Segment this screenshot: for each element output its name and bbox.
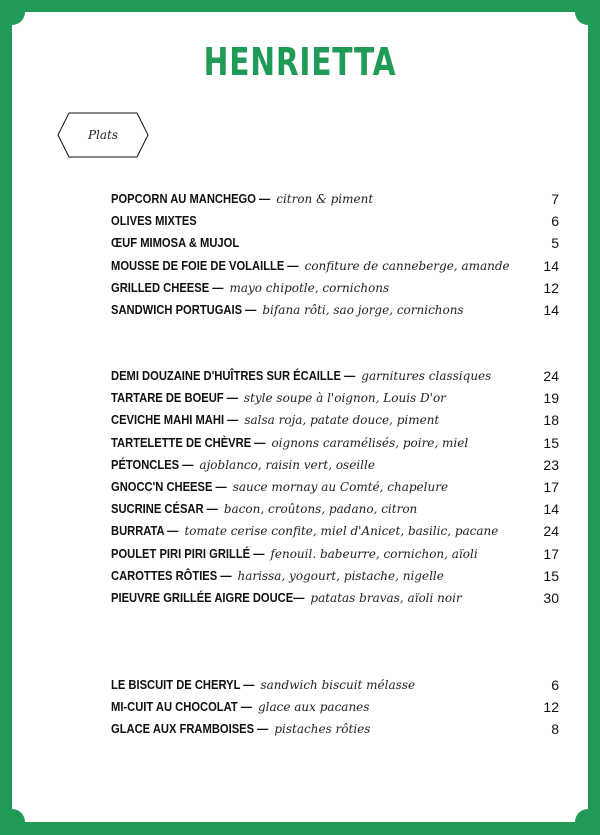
menu-item-name: TARTELETTE DE CHÈVRE — <box>111 434 266 450</box>
menu-item <box>111 232 559 254</box>
corner-decoration <box>0 809 25 835</box>
menu-section-desserts <box>111 674 559 741</box>
menu-item <box>111 718 559 740</box>
menu-item <box>111 188 559 210</box>
menu-item <box>111 674 559 696</box>
menu-item <box>111 432 559 454</box>
menu-item-price: 23 <box>543 456 559 473</box>
menu-item <box>111 476 559 498</box>
menu-item-name: BURRATA — <box>111 523 179 539</box>
menu-item-name: CEVICHE MAHI MAHI — <box>111 412 239 428</box>
menu-item <box>111 498 559 520</box>
menu-item-price: 7 <box>551 191 559 207</box>
menu-item-description: tomate cerise confite, miel d'Anicet, basilic, pacane <box>184 524 499 539</box>
menu-item-price: 12 <box>543 699 559 716</box>
menu-item-name: GLACE AUX FRAMBOISES — <box>111 721 269 737</box>
section-badge-label: Plats <box>87 128 119 142</box>
menu-item-description: citron & piment <box>276 192 374 206</box>
menu-item <box>111 365 559 387</box>
menu-item-name: PÉTONCLES — <box>111 456 194 472</box>
menu-item-price: 19 <box>543 390 559 407</box>
menu-item-name: TARTARE DE BOEUF — <box>111 390 238 406</box>
menu-item-price: 24 <box>543 368 559 384</box>
menu-item-description: bifana rôti, sao jorge, cornichons <box>262 302 464 317</box>
menu-item <box>111 696 559 718</box>
menu-section-plates <box>111 365 559 609</box>
menu-item-name: MOUSSE DE FOIE DE VOLAILLE — <box>111 257 299 273</box>
menu-item <box>111 409 559 431</box>
menu-item-price: 30 <box>543 589 559 606</box>
menu-item-price: 12 <box>543 279 559 296</box>
menu-item-price: 5 <box>551 235 559 252</box>
menu-item-description: sauce mornay au Comté, chapelure <box>232 479 449 494</box>
menu-item <box>111 520 559 542</box>
menu-item-price: 6 <box>551 213 559 230</box>
menu-item-name: POPCORN AU MANCHEGO — <box>111 191 271 206</box>
menu-page <box>12 12 588 822</box>
menu-item-name: PIEUVRE GRILLÉE AIGRE DOUCE— <box>111 589 305 605</box>
menu-item <box>111 587 559 609</box>
menu-item-description: harissa, yogourt, pistache, nigelle <box>237 568 444 583</box>
menu-item <box>111 277 559 299</box>
menu-item-price: 17 <box>543 545 559 562</box>
menu-item-name: GNOCC'N CHEESE — <box>111 478 227 494</box>
menu-item-name: SANDWICH PORTUGAIS — <box>111 301 257 317</box>
menu-item-price: 14 <box>543 301 559 318</box>
menu-item <box>111 299 559 321</box>
restaurant-title: HENRIETTA <box>203 40 397 84</box>
menu-item-description: ajoblanco, raisin vert, oseille <box>199 457 375 472</box>
menu-item-name: LE BISCUIT DE CHERYL — <box>111 677 255 692</box>
menu-item-description: garnitures classiques <box>361 369 492 383</box>
menu-item-price: 15 <box>543 567 559 584</box>
menu-item-description: bacon, croûtons, padano, citron <box>223 502 418 517</box>
corner-decoration <box>575 0 600 25</box>
menu-item <box>111 543 559 565</box>
menu-item-description: mayo chipotle, cornichons <box>229 280 390 295</box>
menu-item-price: 8 <box>551 721 559 738</box>
menu-item <box>111 454 559 476</box>
menu-item-name: POULET PIRI PIRI GRILLÉ — <box>111 545 265 561</box>
menu-item-description: glace aux pacanes <box>257 700 370 715</box>
menu-item-description: pistaches rôties <box>274 722 371 737</box>
menu-item-description: oignons caramélisés, poire, miel <box>271 435 469 450</box>
menu-item-name: GRILLED CHEESE — <box>111 279 224 295</box>
menu-item-name: DEMI DOUZAINE D'HUÎTRES SUR ÉCAILLE — <box>111 368 356 383</box>
menu-item <box>111 255 559 277</box>
menu-item <box>111 210 559 232</box>
menu-item-name: SUCRINE CÉSAR — <box>111 501 218 517</box>
menu-item-price: 14 <box>543 501 559 518</box>
menu-item-price: 15 <box>543 434 559 451</box>
menu-item-name: OLIVES MIXTES <box>111 213 197 229</box>
menu-item-description: sandwich biscuit mélasse <box>260 678 416 692</box>
menu-item-name: ŒUF MIMOSA & MUJOL <box>111 235 240 251</box>
menu-item <box>111 565 559 587</box>
menu-item-description: patatas bravas, aïoli noir <box>310 590 462 605</box>
menu-section-small-plates <box>111 188 559 321</box>
menu-item-name: CAROTTES RÔTIES — <box>111 567 232 583</box>
menu-item-price: 6 <box>551 677 559 693</box>
menu-item <box>111 387 559 409</box>
menu-item-description: fenouil. babeurre, cornichon, aïoli <box>270 546 478 561</box>
menu-item-price: 14 <box>543 257 559 274</box>
menu-item-price: 24 <box>543 523 559 540</box>
menu-item-description: style soupe à l'oignon, Louis D'or <box>243 391 446 406</box>
menu-item-price: 18 <box>543 412 559 429</box>
menu-item-description: salsa roja, patate douce, piment <box>244 413 440 428</box>
corner-decoration <box>0 0 25 25</box>
menu-item-price: 17 <box>543 478 559 495</box>
menu-item-description: confiture de canneberge, amande <box>304 258 510 273</box>
menu-item-name: MI-CUIT AU CHOCOLAT — <box>111 699 252 715</box>
corner-decoration <box>575 809 600 835</box>
